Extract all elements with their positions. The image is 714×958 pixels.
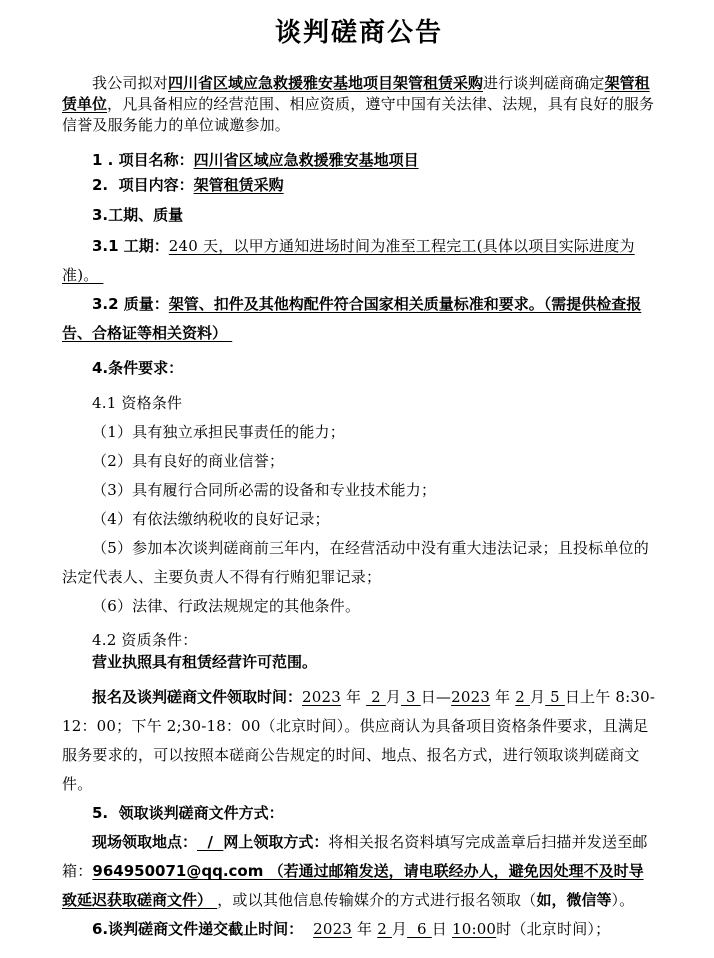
item-3-2-value: 架管、扣件及其他构配件符合国家相关质量标准和要求。（需提供检查报告、合格证等相关资料） [62,295,642,342]
item-6-deadline-paragraph [62,915,656,944]
condition-item-4: （4）有依法缴纳税收的良好记录； [92,510,330,528]
deadline-month: 2 [377,920,392,938]
signup-label: 报名及谈判磋商文件领取时间： [92,688,303,706]
online-pickup-label: 网上领取方式： [223,833,329,851]
signup-sep-3: 日— [420,688,452,706]
item-3-2-label: 3.2 质量： [92,295,169,313]
signup-rest: 日上午 8:30-12：00；下午 2;30-18：00（北京时间）。供应商认为具备项目资格条件要求，且满足服务要求的，可以按照本磋商公告规定的时间、地点、报名方式，进行领取谈判磋商文件。 [62,688,656,793]
item-4-2-heading-text: 4.2 资质条件： [92,631,198,649]
item-2-label: 2. 项目内容： [92,176,194,194]
item-4-2-heading [62,629,656,651]
pickup-tail-b: ）。 [611,891,635,909]
item-4-1-heading-text: 4.1 资格条件 [92,394,183,412]
document-pickup-paragraph [62,828,656,915]
intro-mid: 进行谈判磋商确定 [483,74,605,92]
condition-item-5: （5）参加本次谈判磋商前三年内，在经营活动中没有重大违法记录；且投标单位的法定代表人、主要负责人不得有行贿犯罪记录； [62,539,649,586]
condition-item-2: （2）具有良好的商业信誉； [92,452,285,470]
pickup-tail-a: ，或以其他信息传输媒介的方式进行报名领取（ [217,891,537,909]
item-3-heading [62,203,656,228]
signup-sep-2: 月 [385,688,402,706]
item-3-1-label: 3.1 工期： [92,237,169,255]
item-4-1-heading [62,389,656,418]
item-5-heading-text: 5. 领取谈判磋商文件方式： [92,804,284,822]
item-6-label: 6.谈判磋商文件递交截止时间： [92,920,304,938]
item-2-value: 架管租赁采购 [193,176,284,194]
condition-item-6: （6）法律、行政法规规定的其他条件。 [92,597,361,615]
item-5-heading [62,799,656,828]
signup-sep-4: 年 [490,688,516,706]
signup-month-2: 2 [515,688,530,706]
qualification-conditions-list [62,418,656,621]
signup-day-2: 5 [545,688,565,706]
intro-lead: 我公司拟对 [92,74,169,92]
signup-year-1: 2023 [302,688,341,706]
email-note: （若通过邮箱发送，请电联经办人，避免因处理不及时导致延迟获取磋商文件） [62,862,644,909]
item-4-2-value: 营业执照具有租赁经营许可范围。 [92,653,318,671]
item-1-project-name [62,148,656,173]
deadline-sep-1: 年 [352,920,378,938]
item-3-heading-text: 3.工期、质量 [92,206,184,224]
item-4-heading [62,354,656,383]
deadline-sep-2: 月 [391,920,408,938]
deadline-sep-3: 日 [431,920,452,938]
contact-email: 964950071@qq.com [92,862,264,880]
signup-sep-1: 年 [341,688,367,706]
item-2-project-content [62,173,656,198]
item-1-label: 1 . 项目名称： [92,151,194,169]
intro-tail: ，凡具备相应的经营范围、相应资质，遵守中国有关法律、法规，具有良好的服务信誉及服务能力的单位诚邀参加。 [62,95,655,134]
rental-unit-emphasis: 架管租赁单位 [62,74,650,113]
deadline-year: 2023 [313,920,353,938]
signup-year-2: 2023 [451,688,491,706]
condition-item-1: （1）具有独立承担民事责任的能力； [92,423,345,441]
online-pickup-desc: 将相关报名资料填写完成盖章后扫描并发送至邮箱： [62,833,648,880]
wechat-mention: 如，微信等 [536,891,612,909]
intro-paragraph [62,73,656,136]
condition-item-3: （3）具有履行合同所必需的设备和专业技术能力； [92,481,437,499]
onsite-pickup-value: / [197,833,224,851]
signup-day-1: 3 [401,688,421,706]
item-3-2-quality [62,290,656,348]
item-4-2-value-line [62,651,656,673]
onsite-pickup-label: 现场领取地点： [92,833,198,851]
item-3-1-duration [62,232,656,290]
deadline-time: 10:00 [451,920,497,938]
item-4-heading-text: 4.条件要求： [92,359,184,377]
item-1-value: 四川省区域应急救援雅安基地项目 [193,151,419,169]
project-name-emphasis: 四川省区域应急救援雅安基地项目架管租赁采购 [168,74,484,92]
item-3-1-value: 240 天，以甲方通知进场时间为准至工程完工(具体以项目实际进度为准)。 [62,237,635,284]
signup-month-1: 2 [366,688,386,706]
signup-sep-5: 月 [529,688,546,706]
deadline-gap [303,920,313,938]
deadline-day: 6 [407,920,432,938]
signup-time-paragraph [62,683,656,799]
page-title: 谈判磋商公告 [274,18,443,48]
deadline-tail: 时（北京时间）； [496,920,611,938]
